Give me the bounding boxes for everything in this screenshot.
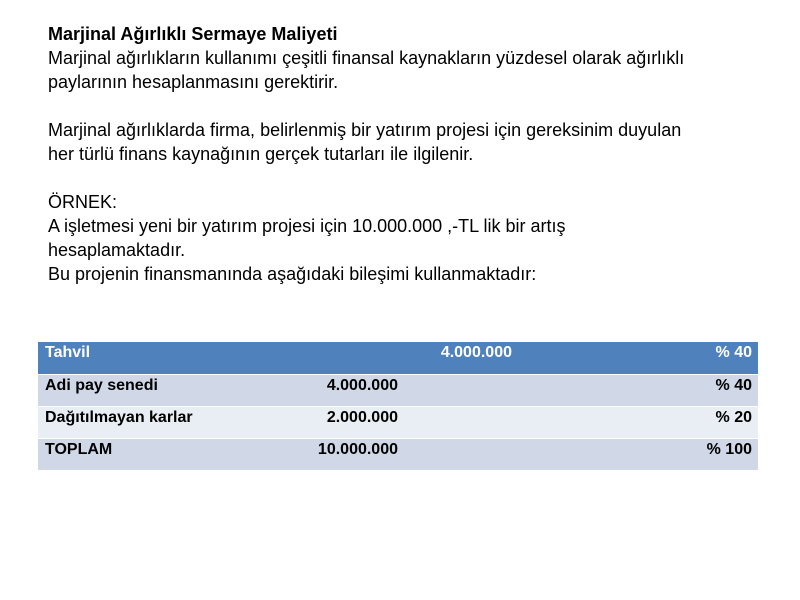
row-amount-col1: 2.000.000: [326, 408, 398, 426]
table-row: [38, 438, 758, 470]
row-amount-col1: 4.000.000: [326, 376, 398, 394]
slide-title: Marjinal Ağırlıklı Sermaye Maliyeti: [48, 24, 338, 44]
row-name: Tahvil: [45, 344, 91, 361]
paragraph-1-line-1: Marjinal ağırlıkların kullanımı çeşitli finansal kaynakların yüzdesel olarak ağırlıklı: [48, 48, 685, 68]
example-line-2: hesaplamaktadır.: [48, 240, 186, 260]
paragraph-2-line-2: her türlü finans kaynağının gerçek tutarları ile ilgilenir.: [48, 144, 474, 164]
row-amount-col1: [238, 342, 398, 374]
paragraph-1-line-2: paylarının hesaplanmasını gerektirir.: [48, 72, 339, 92]
row-percent: % 100: [706, 440, 752, 458]
table-row: [38, 406, 758, 438]
table-row: [38, 342, 758, 374]
example-line-1: A işletmesi yeni bir yatırım projesi için 10.000.000 ,-TL lik bir artış: [48, 216, 566, 236]
table-row: [38, 374, 758, 406]
row-percent: % 20: [715, 408, 752, 426]
row-name: TOPLAM: [45, 440, 113, 458]
blank-line: [48, 94, 768, 118]
example-line-3: Bu projenin finansmanında aşağıdaki bileşimi kullanmaktadır:: [48, 264, 537, 284]
row-percent: % 40: [715, 344, 752, 361]
row-percent: % 40: [715, 376, 752, 394]
row-amount-col2: [398, 406, 512, 438]
row-amount-col1: 10.000.000: [317, 440, 398, 458]
row-amount-col2: [398, 374, 512, 406]
row-name: Adi pay senedi: [45, 376, 158, 394]
financing-table: [38, 342, 758, 471]
paragraph-2-line-1: Marjinal ağırlıklarda firma, belirlenmiş bir yatırım projesi için gereksinim duyulan: [48, 120, 682, 140]
blank-line: [48, 166, 768, 190]
row-amount-col2: 4.000.000: [440, 344, 512, 361]
row-name: Dağıtılmayan karlar: [45, 408, 193, 426]
slide-text: [48, 22, 768, 286]
example-label: ÖRNEK:: [48, 192, 118, 212]
row-amount-col2: [398, 438, 512, 470]
